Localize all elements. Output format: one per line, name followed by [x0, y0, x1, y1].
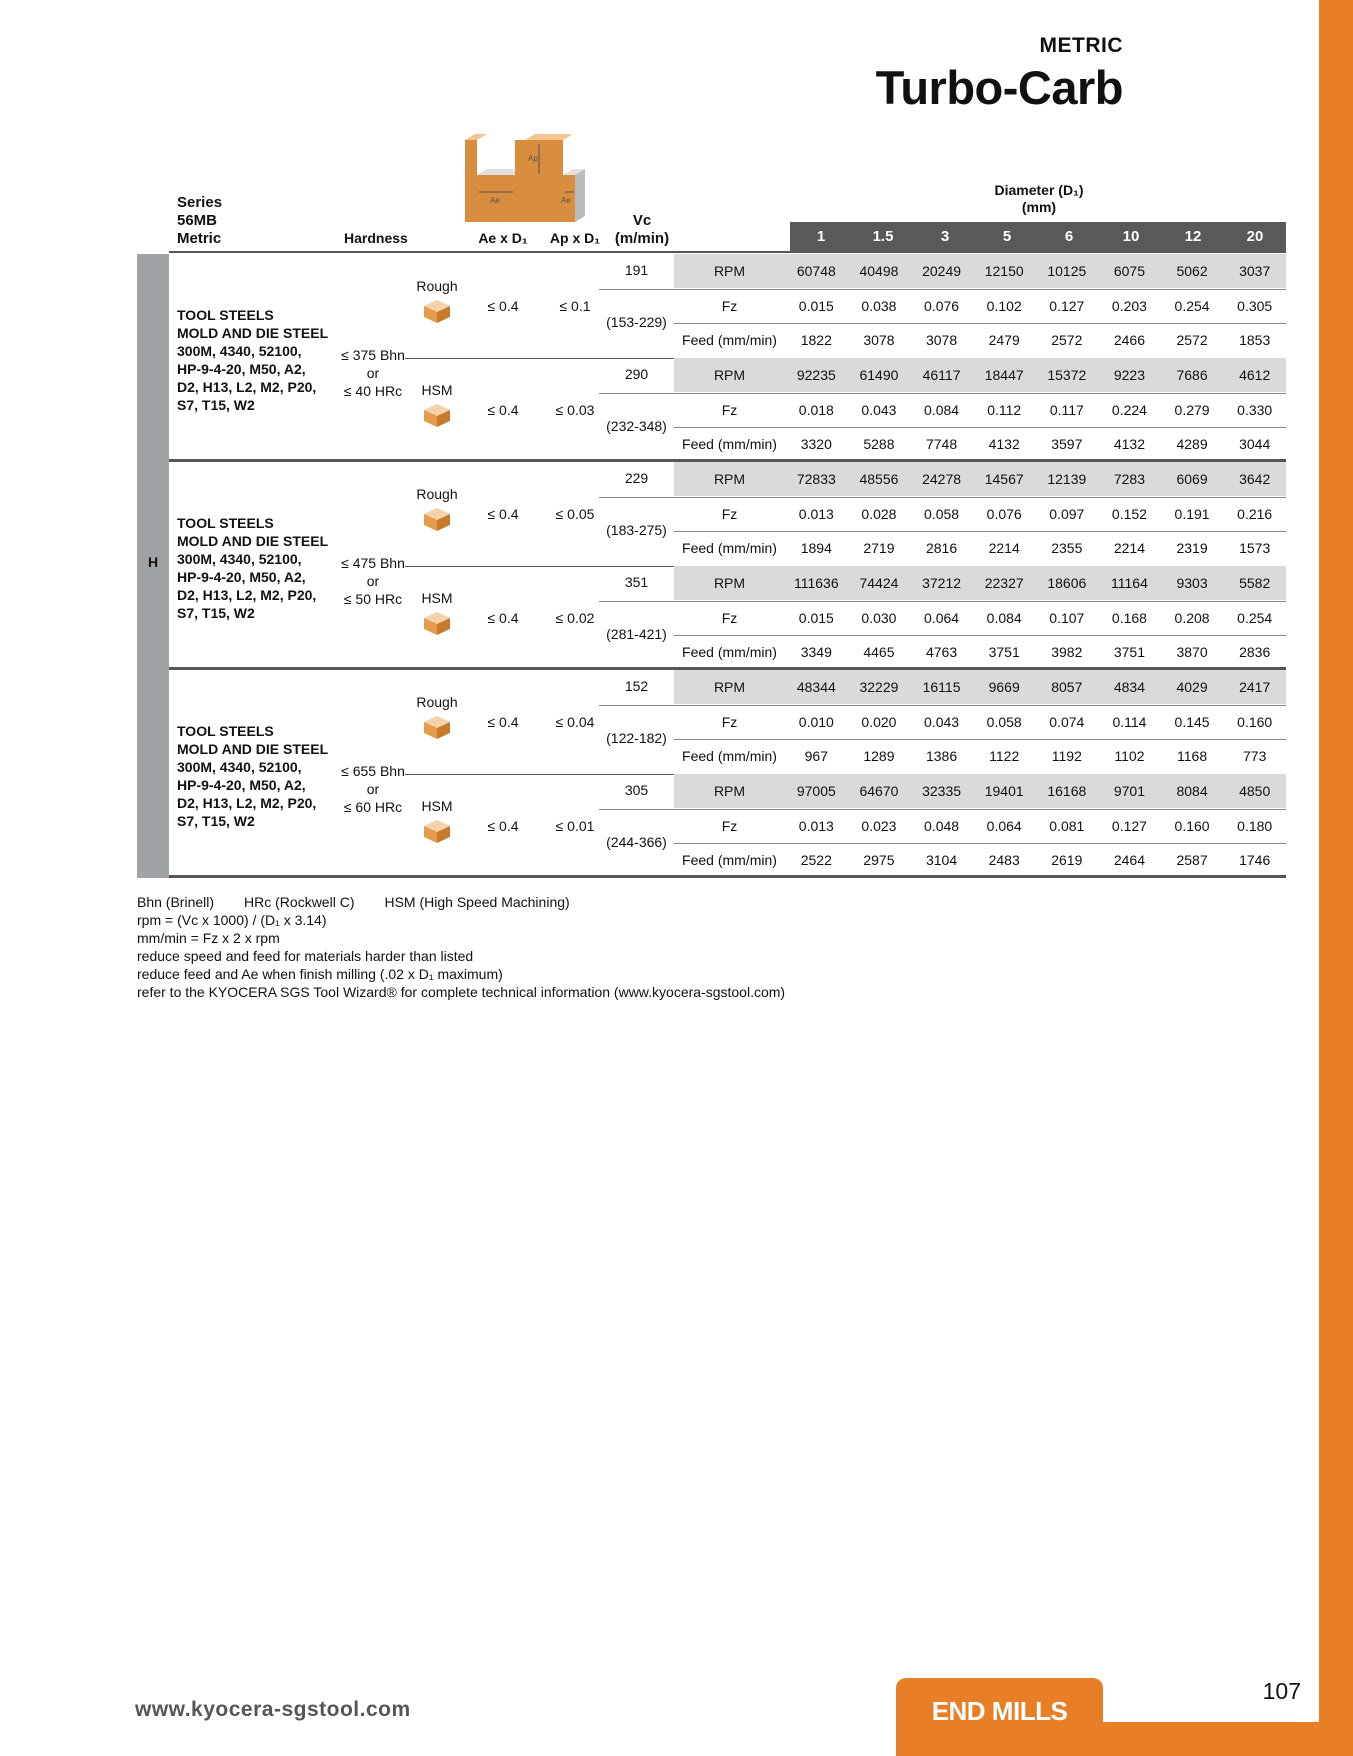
footnotes: [137, 893, 785, 1001]
table-cell: 9303: [1176, 575, 1208, 591]
table-cell: 74424: [859, 575, 899, 591]
row-separator: [674, 323, 1286, 324]
table-cell: 0.043: [861, 401, 897, 418]
table-cell: 12139: [1047, 471, 1087, 487]
row-label: Feed (mm/min): [682, 644, 777, 661]
table-cell: 4763: [925, 644, 958, 661]
note-line: mm/min = Fz x 2 x rpm: [137, 930, 280, 946]
table-cell: 9223: [1113, 367, 1146, 383]
table-cell: 2214: [988, 540, 1020, 557]
table-cell: 4132: [988, 436, 1020, 453]
table-cell: 3597: [1051, 436, 1083, 453]
table-cell: 0.058: [924, 505, 960, 522]
table-cell: 0.254: [1174, 297, 1210, 314]
material-group-band: H: [137, 254, 169, 878]
note-line: rpm = (Vc x 1000) / (D₁ x 3.14): [137, 912, 327, 928]
table-cell: 0.043: [924, 713, 960, 730]
fz-row: [674, 393, 1286, 427]
orange-edge-bar: [1319, 0, 1353, 1756]
row-label: Feed (mm/min): [682, 748, 777, 765]
table-cell: 5582: [1239, 575, 1271, 591]
ae-value: ≤ 0.4: [487, 298, 519, 314]
ap-value: ≤ 0.1: [559, 298, 591, 314]
table-cell: 32229: [859, 679, 899, 695]
series-header: Series 56MB Metric: [177, 194, 223, 247]
table-cell: 2836: [1239, 644, 1271, 661]
table-cell: 4132: [1113, 436, 1146, 453]
table-cell: 0.180: [1237, 817, 1273, 834]
table-cell: 3870: [1176, 644, 1208, 661]
cube-icon: [405, 298, 469, 324]
table-cell: 0.084: [986, 609, 1022, 626]
table-cell: 3751: [1113, 644, 1146, 661]
table-cell: 14567: [984, 471, 1024, 487]
table-cell: 12150: [984, 263, 1024, 279]
row-label: RPM: [713, 471, 746, 487]
ae-header: Ae x D₁: [478, 230, 528, 246]
strategy-hsm: HSM: [405, 798, 469, 844]
table-cell: 2483: [988, 852, 1020, 869]
table-cell: 5288: [863, 436, 895, 453]
row-separator: [674, 739, 1286, 740]
ap-value: ≤ 0.05: [555, 506, 595, 522]
vc-range: (122-182): [606, 730, 667, 746]
table-cell: 111636: [793, 575, 839, 591]
cube-icon: [405, 506, 469, 532]
table-cell: 32335: [922, 783, 962, 799]
table-cell: 22327: [984, 575, 1024, 591]
hardness-range: ≤ 375 Bhn or ≤ 40 HRc: [341, 347, 405, 399]
table-cell: 1168: [1177, 748, 1208, 765]
row-separator: [599, 289, 1286, 290]
table-cell: 0.160: [1174, 817, 1210, 834]
rpm-row: [674, 670, 1286, 704]
feed-row: [674, 323, 1286, 357]
table-cell: 3078: [925, 332, 958, 349]
row-separator: [599, 705, 1286, 706]
table-cell: 60748: [796, 263, 836, 279]
table-cell: 3349: [800, 644, 832, 661]
cube-icon: [405, 714, 469, 740]
table-cell: 0.114: [1112, 713, 1147, 730]
table-cell: 7686: [1176, 367, 1208, 383]
hardness-header: Hardness: [344, 230, 408, 246]
table-cell: 9701: [1113, 783, 1146, 799]
table-cell: 2572: [1176, 332, 1208, 349]
cube-icon: [405, 818, 469, 844]
row-label: Fz: [721, 297, 738, 314]
table-cell: 20249: [922, 263, 962, 279]
table-cell: 0.023: [861, 817, 897, 834]
note-line: reduce feed and Ae when finish milling (.02 x D₁ maximum): [137, 966, 503, 982]
table-cell: 48556: [859, 471, 899, 487]
row-separator: [599, 809, 1286, 810]
vc-value: 290: [624, 366, 649, 382]
ap-value: ≤ 0.03: [555, 402, 595, 418]
diameter-col: 5: [1002, 228, 1012, 245]
note-abbr: HRc (Rockwell C): [244, 894, 355, 910]
table-cell: 92235: [796, 367, 836, 383]
table-cell: 2464: [1113, 852, 1146, 869]
table-cell: 3642: [1239, 471, 1271, 487]
table-cell: 0.076: [924, 297, 960, 314]
note-abbr: HSM (High Speed Machining): [384, 894, 570, 910]
table-cell: 0.097: [1049, 505, 1085, 522]
table-cell: 18606: [1047, 575, 1087, 591]
row-label: Feed (mm/min): [682, 540, 777, 557]
fz-row: [674, 289, 1286, 323]
section-tab-label: END MILLS: [931, 1696, 1068, 1726]
diameter-col: 6: [1064, 228, 1074, 245]
strategy-rough: Rough: [405, 694, 469, 740]
table-cell: 1386: [925, 748, 958, 765]
cut-diagram-icon: [455, 130, 607, 230]
table-cell: 0.028: [861, 505, 897, 522]
table-cell: 0.064: [924, 609, 960, 626]
ap-header: Ap x D₁: [549, 230, 601, 246]
table-cell: 0.191: [1174, 505, 1210, 522]
vc-value: 152: [624, 678, 649, 694]
table-cell: 0.030: [861, 609, 897, 626]
feed-row: [674, 531, 1286, 565]
material-description: TOOL STEELS MOLD AND DIE STEEL 300M, 4340, 52100, HP-9-4-20, M50, A2, D2, H13, L2, M2, P20, S7, T15, W2: [177, 307, 329, 413]
cube-icon: [405, 610, 469, 636]
diameter-col: 1.5: [872, 228, 894, 245]
diagram-ap-label: Ap: [528, 154, 538, 163]
table-cell: 2214: [1113, 540, 1146, 557]
fz-row: [674, 497, 1286, 531]
table-cell: 9669: [988, 679, 1020, 695]
table-cell: 0.064: [986, 817, 1022, 834]
brand-metric-label: METRIC: [1039, 34, 1123, 57]
table-cell: 0.102: [986, 297, 1022, 314]
diameter-col: 10: [1122, 228, 1140, 245]
table-cell: 15372: [1047, 367, 1087, 383]
table-cell: 1822: [800, 332, 832, 349]
footer-url[interactable]: www.kyocera-sgstool.com: [135, 1698, 411, 1721]
table-cell: 72833: [796, 471, 836, 487]
table-cell: 2587: [1176, 852, 1208, 869]
diameter-bar: [790, 222, 1286, 251]
rpm-row: [674, 566, 1286, 600]
strategy-rough: Rough: [405, 278, 469, 324]
table-cell: 2522: [800, 852, 832, 869]
table-cell: 0.081: [1049, 817, 1085, 834]
row-label: Feed (mm/min): [682, 852, 777, 869]
table-cell: 4029: [1176, 679, 1208, 695]
table-cell: 3078: [863, 332, 895, 349]
table-cell: 4612: [1239, 367, 1271, 383]
table-cell: 0.160: [1237, 713, 1273, 730]
feed-row: [674, 739, 1286, 773]
feed-row: [674, 635, 1286, 669]
table-cell: 3320: [800, 436, 832, 453]
section-tab: [896, 1678, 1103, 1756]
diameter-header: Diameter (D₁) (mm): [994, 182, 1084, 215]
table-cell: 8084: [1176, 783, 1208, 799]
table-cell: 0.117: [1049, 401, 1084, 418]
ae-value: ≤ 0.4: [487, 402, 519, 418]
table-cell: 0.020: [861, 713, 897, 730]
table-cell: 1853: [1239, 332, 1271, 349]
feed-row: [674, 427, 1286, 461]
table-cell: 0.330: [1237, 401, 1273, 418]
row-label: RPM: [713, 679, 746, 695]
tab-notch: [1103, 1722, 1319, 1756]
row-label: RPM: [713, 783, 746, 799]
table-cell: 2466: [1113, 332, 1146, 349]
table-cell: 2975: [863, 852, 895, 869]
table-cell: 0.015: [798, 609, 834, 626]
vc-value: 191: [624, 262, 649, 278]
table-cell: 7283: [1113, 471, 1146, 487]
row-label: Fz: [721, 609, 738, 626]
row-label: Fz: [721, 505, 738, 522]
table-cell: 2319: [1176, 540, 1208, 557]
material-group: [169, 670, 1286, 878]
table-cell: 0.076: [986, 505, 1022, 522]
row-label: Fz: [721, 401, 738, 418]
table-cell: 4850: [1239, 783, 1271, 799]
table-cell: 1102: [1114, 748, 1145, 765]
table-cell: 0.224: [1111, 401, 1147, 418]
table-cell: 2816: [925, 540, 958, 557]
table-cell: 0.015: [798, 297, 834, 314]
material-group: [169, 254, 1286, 462]
table-cell: 40498: [859, 263, 899, 279]
table-cell: 0.127: [1111, 817, 1147, 834]
table-cell: 773: [1243, 748, 1267, 765]
row-separator: [674, 635, 1286, 636]
table-cell: 1894: [800, 540, 832, 557]
table-top-rule: [169, 251, 1286, 253]
fz-row: [674, 809, 1286, 843]
table-cell: 0.038: [861, 297, 897, 314]
rpm-row: [674, 774, 1286, 808]
rpm-row: [674, 358, 1286, 392]
row-label: Feed (mm/min): [682, 436, 777, 453]
table-cell: 0.010: [798, 713, 834, 730]
table-cell: 4834: [1113, 679, 1146, 695]
brand-title: Turbo-Carb: [875, 61, 1123, 114]
strategy-hsm: HSM: [405, 590, 469, 636]
cube-icon: [405, 402, 469, 428]
table-cell: 0.127: [1049, 297, 1085, 314]
material-group: [169, 462, 1286, 670]
row-label: Fz: [721, 713, 738, 730]
table-cell: 2572: [1051, 332, 1083, 349]
note-line: refer to the KYOCERA SGS Tool Wizard® for complete technical information (www.kyocera-sgstool.com): [137, 984, 786, 1000]
row-label: RPM: [713, 367, 746, 383]
vc-range: (153-229): [606, 314, 667, 330]
table-cell: 0.203: [1111, 297, 1147, 314]
table-cell: 967: [804, 748, 828, 765]
diameter-col: 12: [1184, 228, 1202, 245]
ae-value: ≤ 0.4: [487, 818, 519, 834]
table-cell: 4289: [1176, 436, 1208, 453]
diagram-ae-label-1: Ae: [490, 196, 500, 205]
table-cell: 19401: [984, 783, 1024, 799]
row-separator: [674, 427, 1286, 428]
table-cell: 61490: [859, 367, 899, 383]
table-cell: 3104: [925, 852, 958, 869]
diameter-col: 3: [940, 228, 950, 245]
table-cell: 11164: [1111, 575, 1148, 591]
vc-value: 305: [624, 782, 649, 798]
table-cell: 2417: [1239, 679, 1271, 695]
table-cell: 6075: [1113, 263, 1146, 279]
table-cell: 0.112: [987, 401, 1022, 418]
strategy-hsm: HSM: [405, 382, 469, 428]
table-cell: 0.013: [798, 817, 834, 834]
hardness-range: ≤ 475 Bhn or ≤ 50 HRc: [341, 555, 405, 607]
table-cell: 3044: [1239, 436, 1271, 453]
table-cell: 2355: [1051, 540, 1083, 557]
ap-value: ≤ 0.04: [555, 714, 595, 730]
table-cell: 1192: [1051, 748, 1082, 765]
page-number: 107: [1262, 1678, 1301, 1704]
table-cell: 24278: [922, 471, 962, 487]
diameter-col: 1: [816, 228, 826, 245]
table-cell: 37212: [922, 575, 962, 591]
table-cell: 3982: [1051, 644, 1083, 661]
table-cell: 1746: [1239, 852, 1271, 869]
table-cell: 0.208: [1174, 609, 1210, 626]
row-label: Feed (mm/min): [682, 332, 777, 349]
ap-value: ≤ 0.01: [555, 818, 595, 834]
row-label: Fz: [721, 817, 738, 834]
diagram-ae-label-2: Ae: [561, 196, 571, 205]
table-cell: 10125: [1047, 263, 1087, 279]
vc-value: 351: [624, 574, 649, 590]
ae-value: ≤ 0.4: [487, 610, 519, 626]
table-cell: 0.107: [1049, 609, 1085, 626]
table-cell: 2719: [863, 540, 895, 557]
rpm-row: [674, 462, 1286, 496]
table-cell: 2479: [988, 332, 1020, 349]
table-cell: 8057: [1051, 679, 1083, 695]
ap-value: ≤ 0.02: [555, 610, 595, 626]
table-cell: 4465: [863, 644, 895, 661]
table-cell: 0.279: [1174, 401, 1210, 418]
table-cell: 3751: [988, 644, 1020, 661]
row-label: RPM: [713, 263, 746, 279]
table-cell: 0.254: [1237, 609, 1273, 626]
table-cell: 0.013: [798, 505, 834, 522]
table-cell: 1122: [989, 748, 1020, 765]
table-cell: 6069: [1176, 471, 1208, 487]
row-separator: [599, 601, 1286, 602]
row-separator: [599, 497, 1286, 498]
fz-row: [674, 601, 1286, 635]
table-cell: 18447: [984, 367, 1024, 383]
table-cell: 2619: [1051, 852, 1083, 869]
vc-range: (281-421): [606, 626, 667, 642]
vc-range: (244-366): [606, 834, 667, 850]
row-separator: [674, 843, 1286, 844]
ae-value: ≤ 0.4: [487, 506, 519, 522]
row-separator: [674, 531, 1286, 532]
table-cell: 0.216: [1237, 505, 1273, 522]
table-cell: 0.018: [798, 401, 834, 418]
table-cell: 0.084: [924, 401, 960, 418]
group-divider: [169, 875, 1286, 878]
note-line: reduce speed and feed for materials harder than listed: [137, 948, 474, 964]
feed-row: [674, 843, 1286, 877]
note-abbr: Bhn (Brinell): [137, 894, 215, 910]
vc-value: 229: [624, 470, 649, 486]
table-cell: 0.058: [986, 713, 1022, 730]
vc-header: Vc (m/min): [614, 212, 670, 247]
table-cell: 7748: [925, 436, 958, 453]
hardness-range: ≤ 655 Bhn or ≤ 60 HRc: [341, 763, 405, 815]
row-label: RPM: [713, 575, 746, 591]
table-cell: 0.305: [1237, 297, 1273, 314]
material-description: TOOL STEELS MOLD AND DIE STEEL 300M, 4340, 52100, HP-9-4-20, M50, A2, D2, H13, L2, M2, P20, S7, T15, W2: [177, 723, 329, 829]
table-cell: 97005: [796, 783, 836, 799]
diameter-col: 20: [1246, 228, 1264, 245]
table-cell: 3037: [1239, 263, 1271, 279]
table-cell: 64670: [859, 783, 899, 799]
table-cell: 16115: [922, 679, 961, 695]
ae-value: ≤ 0.4: [487, 714, 519, 730]
rpm-row: [674, 254, 1286, 288]
table-cell: 46117: [922, 367, 961, 383]
table-cell: 1289: [863, 748, 895, 765]
strategy-rough: Rough: [405, 486, 469, 532]
table-cell: 5062: [1176, 263, 1208, 279]
vc-range: (232-348): [606, 418, 667, 434]
material-description: TOOL STEELS MOLD AND DIE STEEL 300M, 4340, 52100, HP-9-4-20, M50, A2, D2, H13, L2, M2, P20, S7, T15, W2: [177, 515, 329, 621]
table-cell: 0.168: [1111, 609, 1147, 626]
table-cell: 0.074: [1049, 713, 1085, 730]
table-cell: 48344: [796, 679, 836, 695]
fz-row: [674, 705, 1286, 739]
table-cell: 0.145: [1174, 713, 1210, 730]
table-cell: 1573: [1239, 540, 1271, 557]
vc-range: (183-275): [606, 522, 667, 538]
row-separator: [599, 393, 1286, 394]
table-cell: 0.152: [1111, 505, 1147, 522]
table-cell: 16168: [1047, 783, 1087, 799]
table-cell: 0.048: [924, 817, 960, 834]
